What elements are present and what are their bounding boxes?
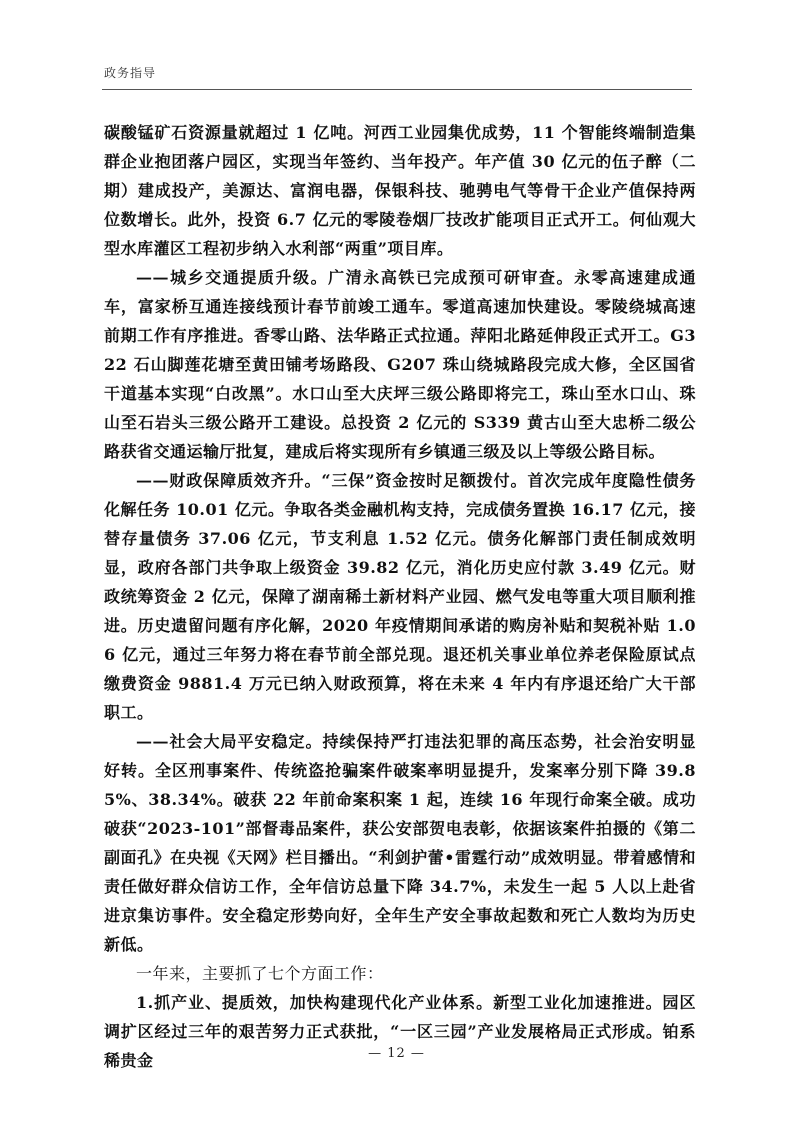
paragraph-summary-intro: 一年来，主要抓了七个方面工作： (136, 964, 384, 983)
paragraph-continuation: 碳酸锰矿石资源量就超过 1 亿吨。河西工业园集优成势，11 个智能终端制造集群企业抱团落户园区，实现当年签约、当年投产。年产值 30 亿元的伍子醉（二期）建成投产，美源达、富润电器，保银科技、驰骋电气等骨干企业产值保持两位数增长。此外，投资 6.7 亿元的零陵卷烟厂技改扩能项目正式开工。何仙观大型水库灌区工程初步纳入水利部“两重”项目库。 (104, 123, 696, 258)
paragraph-finance: ——财政保障质效齐升。“三保”资金按时足额拨付。首次完成年度隐性债务化解任务 10.01 亿元。争取各类金融机构支持，完成债务置换 16.17 亿元，接替存量债务 37.06 亿元，节支利息 1.52 亿元。债务化解部门责任制成效明显，政府各部门共争取上级资金 39.82 亿元，消化历史应付款 3.49 亿元。财政统筹资金 2 亿元，保障了湖南稀土新材料产业园、燃气发电等重大项目顺利推进。历史遗留问题有序化解，2020 年疫情期间承诺的购房补贴和契税补贴 1.06 亿元，通过三年努力将在春节前全部兑现。退还机关事业单位养老保险原试点缴费资金 9881.4 万元已纳入财政预算，将在未来 4 年内有序退还给广大干部职工。 (104, 471, 696, 722)
page-number: — 12 — (368, 1046, 425, 1061)
paragraph-industry: 1.抓产业、提质效，加快构建现代化产业体系。新型工业化加速推进。园区调扩区经过三年的艰苦努力正式获批，“一区三园”产业发展格局正式形成。铂系稀贵金 (104, 993, 696, 1070)
running-header: 政务指导 (104, 66, 157, 80)
paragraph-public-safety: ——社会大局平安稳定。持续保持严打违法犯罪的高压态势，社会治安明显好转。全区刑事案件、传统盗抢骗案件破案率明显提升，发案率分别下降 39.85%、38.34%。破获 22 年前命案积案 1 起，连续 16 年现行命案全破。成功破获“2023-101”部督毒品案件，获公安部贺电表彰，依据该案件拍摄的《第二副面孔》在央视《天网》栏目播出。“利剑护蕾•雷霆行动”成效明显。带着感情和责任做好群众信访工作，全年信访总量下降 34.7%，未发生一起 5 人以上赴省进京集访事件。安全稳定形势向好，全年生产安全事故起数和死亡人数均为历史新低。 (104, 732, 696, 954)
paragraph-transport: ——城乡交通提质升级。广清永高铁已完成预可研审查。永零高速建成通车，富家桥互通连接线预计春节前竣工通车。零道高速加快建设。零陵绕城高速前期工作有序推进。香零山路、法华路正式拉通。萍阳北路延伸段正式开工。G322 石山脚莲花塘至黄田铺考场路段、G207 珠山绕城路段完成大修，全区国省干道基本实现“白改黑”。水口山至大庆坪三级公路即将完工，珠山至水口山、珠山至石岩头三级公路开工建设。总投资 2 亿元的 S339 黄古山至大忠桥二级公路获省交通运输厅批复，建成后将实现所有乡镇通三级及以上等级公路目标。 (104, 268, 696, 461)
header-divider (102, 89, 692, 90)
article-body (104, 118, 696, 1075)
